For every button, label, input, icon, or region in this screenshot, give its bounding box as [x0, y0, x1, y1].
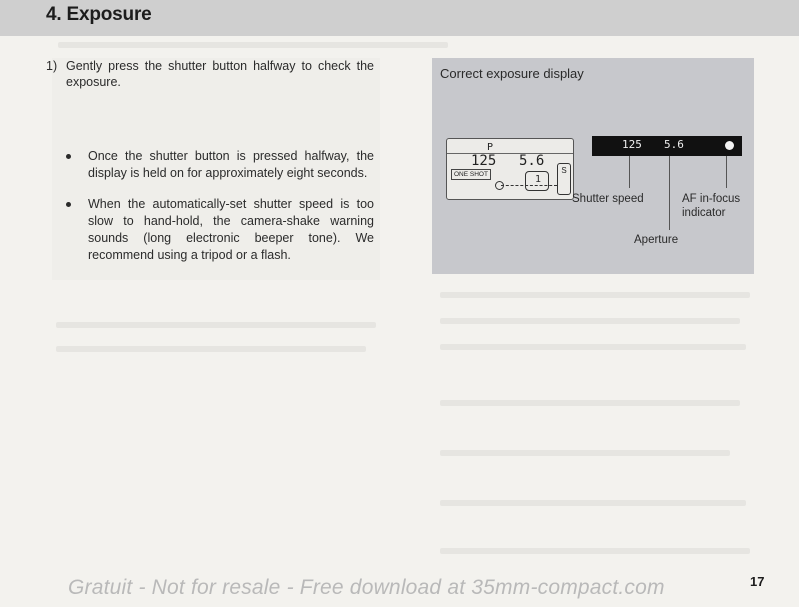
- af-indicator-leader: [726, 156, 727, 188]
- watermark: Gratuit - Not for resale - Free download at 35mm-compact.com: [68, 576, 665, 599]
- program-mode-indicator: P: [487, 142, 494, 153]
- show-through-line: [440, 318, 740, 324]
- side-indicator: S: [557, 163, 571, 195]
- frame-counter: [525, 171, 549, 191]
- note-item: [66, 196, 374, 264]
- af-in-focus-callout: AF in-focus indicator: [682, 193, 741, 219]
- note-text: When the automatically-set shutter speed is too slow to hand-hold, the camera-shake warning sounds (long electronic beeper tone). We recommend using a tripod or a flash.: [88, 197, 374, 262]
- af-in-focus-icon: [725, 141, 734, 150]
- show-through-line: [58, 42, 448, 48]
- note-item: [66, 148, 374, 182]
- lcd-panel: [446, 138, 574, 200]
- bullet-icon: [66, 202, 71, 207]
- show-through-line: [56, 322, 376, 328]
- aperture-callout: Aperture: [634, 234, 679, 246]
- page-number: 17: [750, 574, 765, 589]
- lcd-aperture: 5.6: [519, 153, 545, 169]
- exposure-display-figure: [432, 58, 754, 274]
- step-1: [46, 58, 374, 90]
- show-through-line: [440, 450, 730, 456]
- aperture-leader: [669, 156, 670, 230]
- section-title: 4. Exposure: [46, 4, 152, 25]
- shutter-speed-leader: [629, 156, 630, 188]
- viewfinder-aperture: 5.6: [664, 138, 684, 151]
- frame-counter-value: 1: [535, 174, 542, 185]
- shutter-speed-callout: Shutter speed: [572, 193, 644, 205]
- show-through-line: [440, 500, 746, 506]
- viewfinder-display: [592, 136, 742, 156]
- show-through-line: [440, 548, 750, 554]
- note-text: Once the shutter button is pressed halfway, the display is held on for approximately eight seconds.: [88, 149, 374, 180]
- show-through-line: [56, 346, 366, 352]
- show-through-line: [440, 344, 746, 350]
- show-through-line: [440, 400, 740, 406]
- notes-list: [66, 148, 374, 278]
- viewfinder-shutter-speed: 125: [622, 138, 642, 151]
- lcd-shutter-speed: 125: [471, 153, 497, 169]
- figure-title: Correct exposure display: [440, 66, 584, 81]
- step-number: 1): [46, 59, 58, 73]
- show-through-line: [440, 292, 750, 298]
- step-text: Gently press the shutter button halfway to check the exposure.: [66, 59, 374, 89]
- af-mode-indicator: ONE SHOT: [451, 169, 491, 180]
- bullet-icon: [66, 154, 71, 159]
- lcd-divider: [447, 153, 573, 154]
